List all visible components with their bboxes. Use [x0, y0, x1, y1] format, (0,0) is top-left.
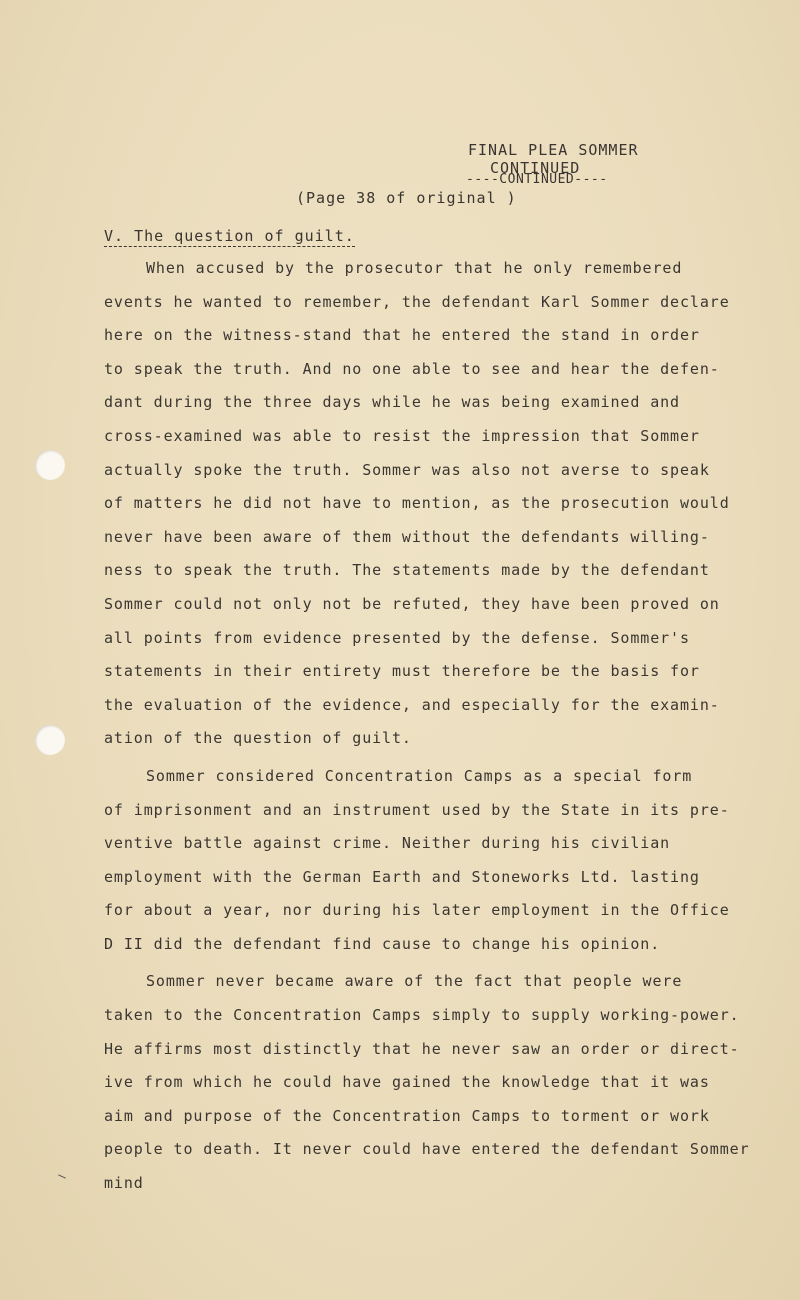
text-line: He affirms most distinctly that he never saw an order or direct- — [104, 1039, 740, 1058]
text-line: When accused by the prosecutor that he only remembered — [146, 259, 683, 277]
body-text — [104, 257, 764, 1206]
paragraph-3 — [104, 970, 764, 1205]
text-line: dant during the three days while he was being examined and — [104, 393, 680, 412]
text-line: ive from which he could have gained the knowledge that it was — [104, 1073, 710, 1092]
text-line: of imprisonment and an instrument used by the State in its pre- — [104, 800, 730, 819]
original-page-reference: (Page 38 of original ) — [296, 189, 517, 207]
paragraph-2 — [104, 765, 764, 967]
text-line: people to death. It never could have entered the defendant Sommer — [104, 1140, 750, 1159]
text-line: cross-examined was able to resist the impression that Sommer — [104, 426, 700, 445]
text-line: ation of the question of guilt. — [104, 729, 412, 748]
header-subtitle: CONTINUED — [490, 159, 581, 177]
text-line: never have been aware of them without the defendants willing- — [104, 527, 710, 546]
text-line: events he wanted to remember, the defendant Karl Sommer declare — [104, 292, 730, 311]
text-line: all points from evidence presented by the defense. Sommer's — [104, 628, 690, 647]
text-line: to speak the truth. And no one able to see and hear the defen- — [104, 359, 720, 378]
punch-hole-bottom — [35, 725, 65, 755]
text-line: aim and purpose of the Concentration Camps to torment or work — [104, 1106, 710, 1125]
header-rule: ----CONTINUED---- — [466, 172, 608, 187]
text-line: here on the witness-stand that he entered the stand in order — [104, 326, 700, 345]
stray-mark — [58, 1174, 66, 1178]
text-line: employment with the German Earth and Stoneworks Ltd. lasting — [104, 867, 700, 886]
text-line: mind — [104, 1174, 144, 1193]
text-line: for about a year, nor during his later employment in the Office — [104, 901, 730, 920]
text-line: Sommer could not only not be refuted, they have been proved on — [104, 594, 720, 613]
text-line: statements in their entirety must therefore be the basis for — [104, 662, 700, 681]
punch-hole-top — [35, 450, 65, 480]
text-line: Sommer never became aware of the fact that people were — [146, 972, 683, 991]
text-line: actually spoke the truth. Sommer was also not averse to speak — [104, 460, 710, 479]
section-heading-text: V. The question of guilt. — [104, 227, 355, 245]
header-title: FINAL PLEA SOMMER — [468, 141, 639, 159]
text-line: D II did the defendant find cause to change his opinion. — [104, 934, 661, 953]
text-line: taken to the Concentration Camps simply to supply working-power. — [104, 1006, 740, 1025]
text-line: Sommer considered Concentration Camps as a special form — [146, 766, 693, 785]
text-line: ventive battle against crime. Neither during his civilian — [104, 834, 671, 853]
text-line: the evaluation of the evidence, and especially for the examin- — [104, 695, 720, 714]
text-line: ness to speak the truth. The statements made by the defendant — [104, 561, 710, 580]
page-header — [466, 141, 639, 187]
paragraph-1 — [104, 257, 764, 761]
section-heading — [104, 227, 355, 245]
text-line: of matters he did not have to mention, as the prosecution would — [104, 494, 730, 513]
